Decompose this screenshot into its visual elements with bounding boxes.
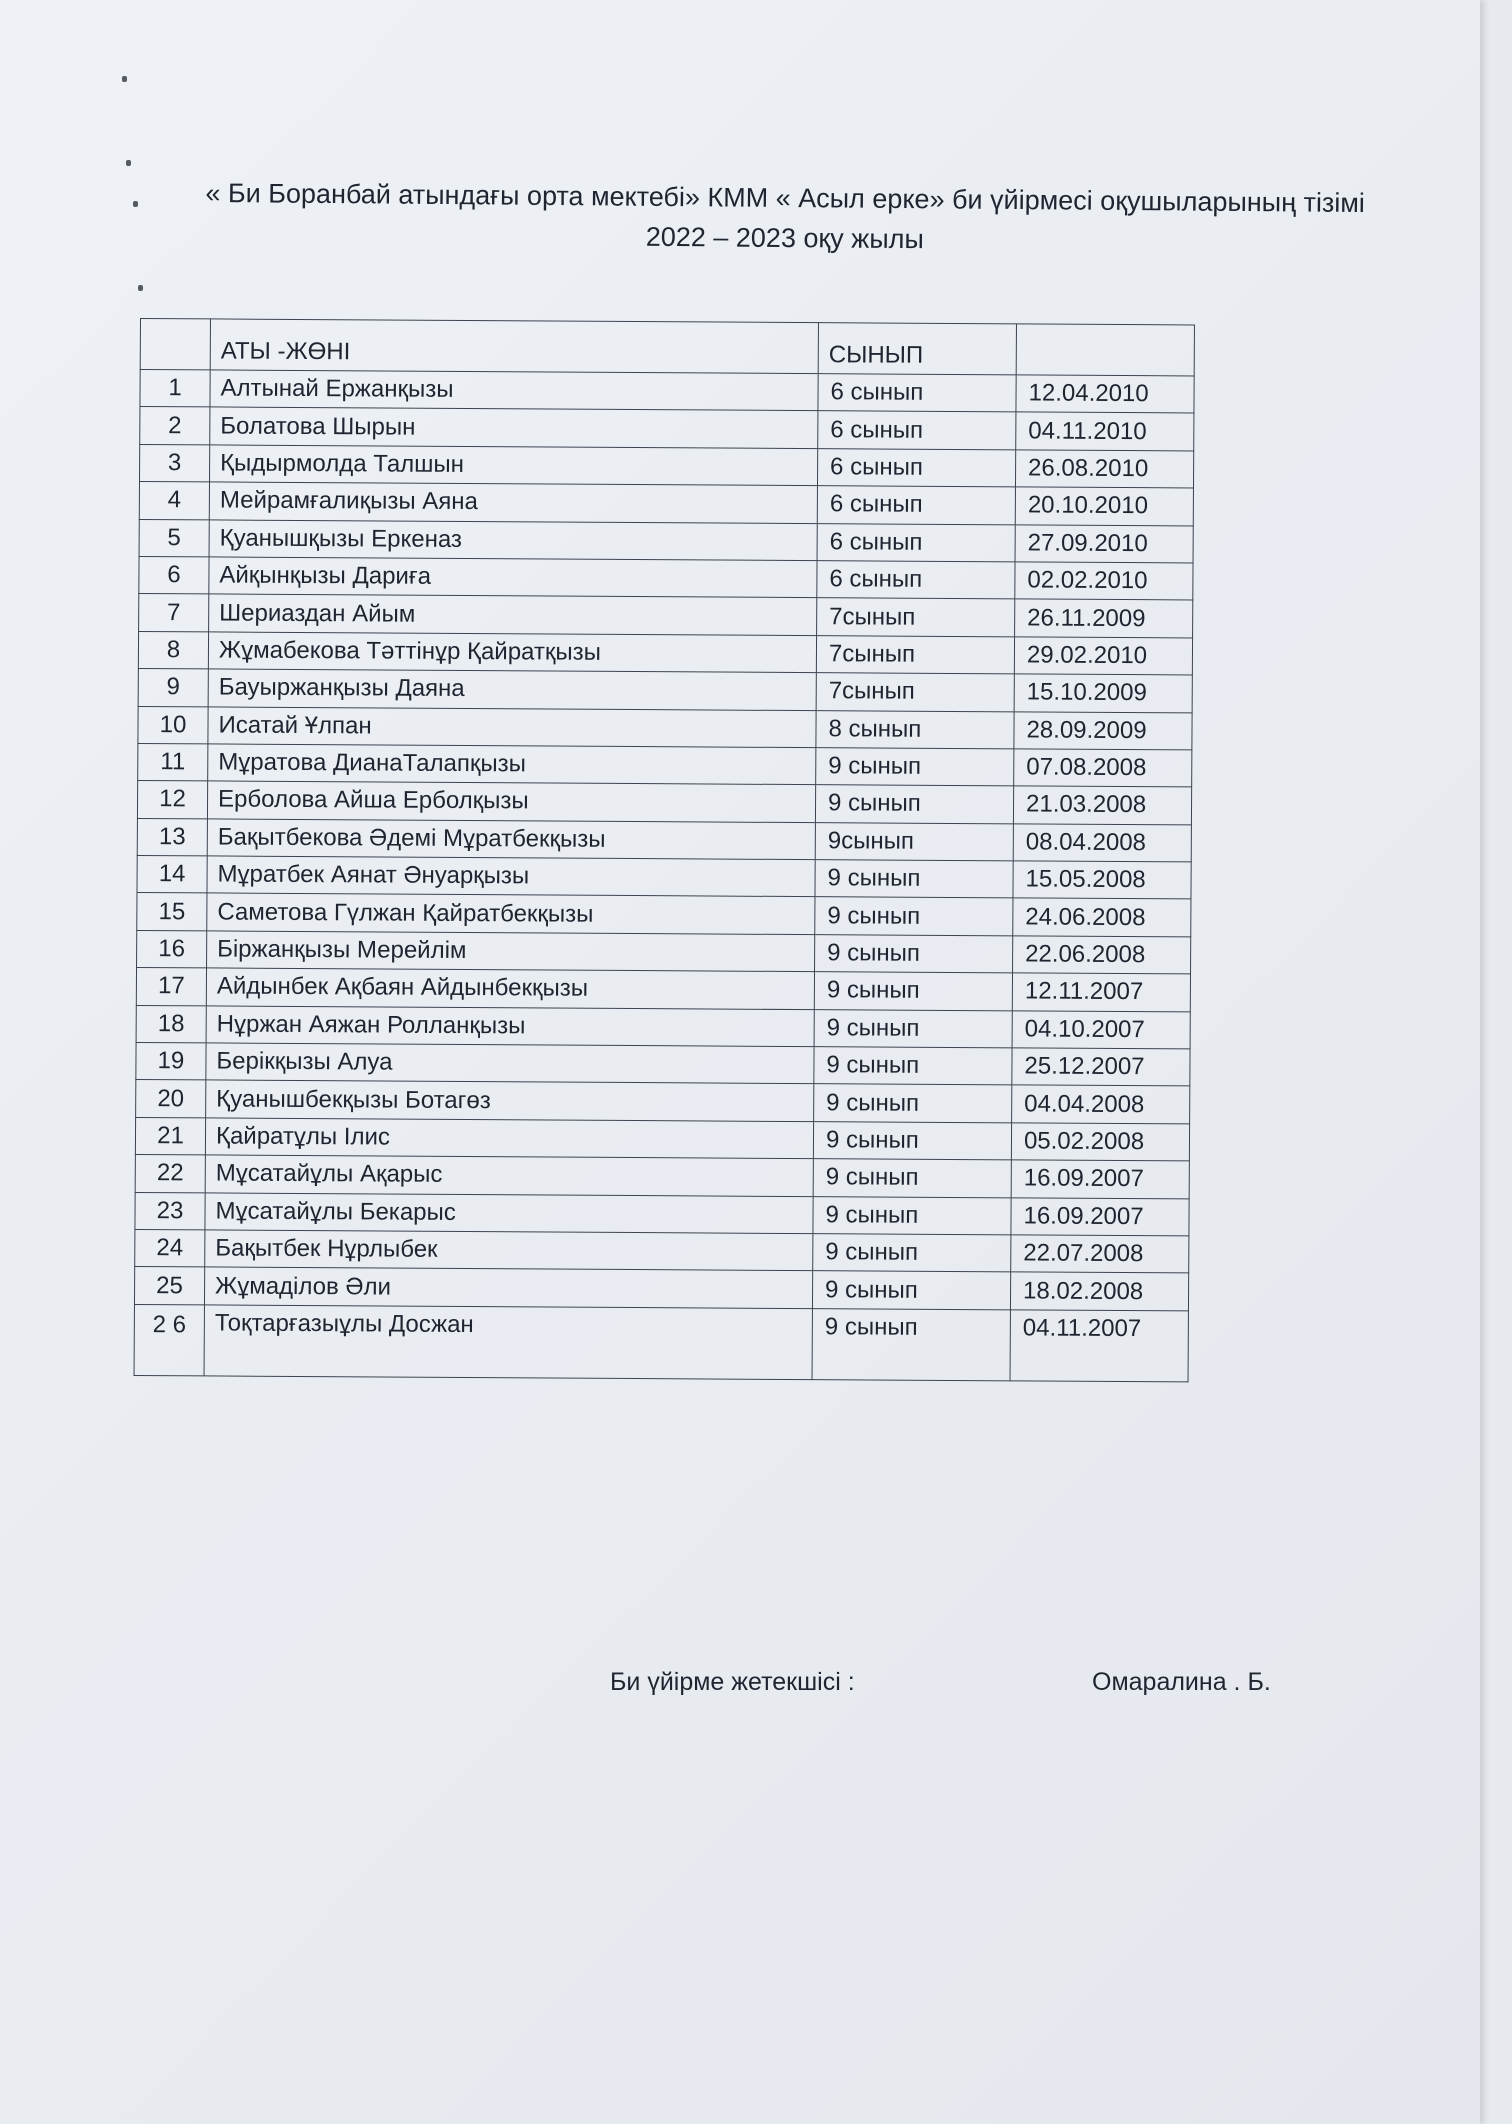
table-row: [135, 1155, 1189, 1199]
table-row: [136, 1080, 1190, 1124]
birth-date: 25.12.2007: [1012, 1048, 1190, 1086]
student-name: Мейрамғалиқызы Аяна: [209, 482, 817, 523]
birth-date: 24.06.2008: [1013, 898, 1191, 936]
student-name: Алтынай Ержанқызы: [210, 370, 818, 411]
birth-date: 12.11.2007: [1012, 973, 1190, 1011]
table-row: [139, 594, 1193, 638]
student-name: Берікқызы Алуа: [206, 1043, 814, 1084]
student-name: Жұмаділов Әли: [204, 1267, 812, 1308]
student-class: 9 сынып: [814, 972, 1012, 1011]
row-number: 11: [138, 743, 208, 781]
table-row: [135, 1117, 1189, 1161]
student-class: 9 сынып: [813, 1159, 1011, 1198]
birth-date: 26.08.2010: [1015, 450, 1193, 488]
student-class: 9 сынып: [814, 1084, 1012, 1123]
birth-date: 04.10.2007: [1012, 1010, 1190, 1048]
table-row: [137, 893, 1191, 937]
row-number: 7: [139, 594, 209, 632]
birth-date: 07.08.2008: [1014, 749, 1192, 787]
student-name: Мұратбек Аянат Әнуарқызы: [207, 856, 815, 897]
student-class: 6 сынып: [817, 448, 1015, 487]
table-row: [136, 1043, 1190, 1087]
birth-date: 28.09.2009: [1014, 711, 1192, 749]
table-header-row: [140, 319, 1194, 376]
birth-date: 27.09.2010: [1015, 524, 1193, 562]
row-number: 24: [135, 1229, 205, 1267]
table-row: [138, 743, 1192, 787]
student-class: 9 сынып: [812, 1271, 1010, 1310]
student-name: Болатова Шырын: [210, 407, 818, 448]
student-name: Қыдырмолда Талшын: [209, 445, 817, 486]
student-name: Мұсатайұлы Бекарыс: [205, 1193, 813, 1234]
row-number: 25: [134, 1267, 204, 1305]
birth-date: 15.05.2008: [1013, 861, 1191, 899]
student-name: Саметова Гүлжан Қайратбекқызы: [207, 893, 815, 934]
title-line-1: « Би Боранбай атындағы орта мектебі» КММ « Асыл ерке» би үйірмесі оқушыларының тізімі: [205, 177, 1366, 219]
table-row: [139, 519, 1193, 563]
student-name: Тоқтарғазыұлы Досжан: [204, 1305, 812, 1380]
row-number: 22: [135, 1155, 205, 1193]
row-number: 17: [136, 968, 206, 1006]
row-number: 2 6: [134, 1304, 204, 1375]
table-row: [139, 556, 1193, 600]
footer-role-label: Би үйірме жетекшісі :: [610, 1668, 855, 1696]
birth-date: 26.11.2009: [1015, 599, 1193, 637]
row-number: 5: [139, 519, 209, 557]
row-number: 1: [140, 370, 210, 408]
student-class: 6 сынып: [817, 561, 1015, 600]
birth-date: 12.04.2010: [1016, 375, 1194, 413]
birth-date: 15.10.2009: [1014, 674, 1192, 712]
punch-hole-mark: [133, 201, 138, 207]
table-row: [136, 968, 1190, 1012]
student-name: Айқынқызы Дариға: [209, 557, 817, 598]
student-class: 9 сынып: [813, 1196, 1011, 1235]
roster-body: [134, 370, 1194, 1382]
row-number: 20: [136, 1080, 206, 1118]
student-name: Ерболова Айша Ерболқызы: [207, 781, 815, 822]
row-number: 12: [137, 781, 207, 819]
table-row: [134, 1267, 1188, 1311]
birth-date: 21.03.2008: [1013, 786, 1191, 824]
table-row: [138, 631, 1192, 675]
table-row: [134, 1304, 1188, 1381]
student-class: 9 сынып: [814, 1047, 1012, 1086]
row-number: 3: [140, 444, 210, 482]
table-row: [140, 407, 1194, 451]
birth-date: 04.11.2010: [1016, 412, 1194, 450]
row-number: 14: [137, 856, 207, 894]
row-number: 2: [140, 407, 210, 445]
birth-date: 08.04.2008: [1013, 824, 1191, 862]
header-num: [140, 319, 210, 370]
student-name: Шериаздан Айым: [209, 594, 817, 635]
table-row: [138, 706, 1192, 750]
student-class: 9 сынып: [814, 1009, 1012, 1048]
table-row: [135, 1229, 1189, 1273]
birth-date: 04.11.2007: [1010, 1310, 1188, 1382]
table-row: [140, 444, 1194, 488]
row-number: 16: [137, 930, 207, 968]
row-number: 13: [137, 818, 207, 856]
student-name: Жұмабекова Тәттінұр Қайратқызы: [208, 632, 816, 673]
title-line-2: 2022 – 2023 оқу жылы: [645, 221, 924, 255]
row-number: 8: [138, 631, 208, 669]
student-class: 9сынып: [815, 822, 1013, 861]
student-class: 9 сынып: [815, 785, 1013, 824]
birth-date: 05.02.2008: [1011, 1123, 1189, 1161]
student-name: Қуанышбекқызы Ботагөз: [206, 1080, 814, 1121]
table-row: [140, 370, 1194, 414]
table-row: [137, 818, 1191, 862]
footer-signatory: Омаралина . Б.: [1092, 1668, 1271, 1696]
student-class: 7сынып: [817, 598, 1015, 637]
birth-date: 02.02.2010: [1015, 562, 1193, 600]
row-number: 6: [139, 556, 209, 594]
punch-hole-mark: [122, 76, 127, 82]
punch-hole-mark: [138, 285, 143, 291]
table-row: [136, 1005, 1190, 1049]
student-name: Айдынбек Ақбаян Айдынбекқызы: [206, 968, 814, 1009]
table-row: [137, 930, 1191, 974]
table-row: [138, 669, 1192, 713]
student-class: 6 сынып: [818, 411, 1016, 450]
row-number: 19: [136, 1043, 206, 1081]
birth-date: 16.09.2007: [1011, 1197, 1189, 1235]
birth-date: 22.06.2008: [1013, 936, 1191, 974]
student-class: 6 сынып: [817, 523, 1015, 562]
birth-date: 29.02.2010: [1014, 637, 1192, 675]
row-number: 9: [138, 669, 208, 707]
punch-hole-mark: [126, 160, 131, 166]
student-class: 6 сынып: [818, 374, 1016, 413]
row-number: 15: [137, 893, 207, 931]
row-number: 10: [138, 706, 208, 744]
student-class: 9 сынып: [815, 934, 1013, 973]
birth-date: 04.04.2008: [1012, 1085, 1190, 1123]
birth-date: 20.10.2010: [1015, 487, 1193, 525]
student-class: 7сынып: [816, 673, 1014, 712]
row-number: 4: [139, 482, 209, 520]
student-name: Қуанышқызы Еркеназ: [209, 519, 817, 560]
table-row: [135, 1192, 1189, 1236]
birth-date: 18.02.2008: [1010, 1272, 1188, 1310]
student-name: Бауыржанқызы Даяна: [208, 669, 816, 710]
student-name: Мұратова ДианаТалапқызы: [208, 744, 816, 785]
header-class: СЫНЫП: [818, 323, 1016, 375]
row-number: 23: [135, 1192, 205, 1230]
student-class: 9 сынып: [813, 1234, 1011, 1273]
student-class: 7сынып: [816, 635, 1014, 674]
student-name: Исатай Ұлпан: [208, 706, 816, 747]
student-name: Біржанқызы Мерейлім: [207, 931, 815, 972]
header-date: [1016, 324, 1194, 376]
row-number: 18: [136, 1005, 206, 1043]
student-class: 9 сынып: [812, 1308, 1010, 1380]
student-class: 9 сынып: [816, 748, 1014, 787]
student-class: 9 сынып: [813, 1121, 1011, 1160]
table-row: [137, 856, 1191, 900]
table-row: [137, 781, 1191, 825]
birth-date: 16.09.2007: [1011, 1160, 1189, 1198]
student-name: Мұсатайұлы Ақарыс: [205, 1155, 813, 1196]
student-roster-table: [134, 318, 1195, 1382]
student-class: 8 сынып: [816, 710, 1014, 749]
birth-date: 22.07.2008: [1011, 1235, 1189, 1273]
student-class: 9 сынып: [815, 860, 1013, 899]
student-class: 9 сынып: [815, 897, 1013, 936]
student-name: Бақытбек Нұрлыбек: [205, 1230, 813, 1271]
student-name: Бақытбекова Әдемі Мұратбекқызы: [207, 819, 815, 860]
document-title: [140, 172, 1431, 263]
header-name: АТЫ -ЖӨНІ: [210, 319, 818, 374]
table-row: [139, 482, 1193, 526]
row-number: 21: [135, 1117, 205, 1155]
student-name: Нұржан Аяжан Ролланқызы: [206, 1006, 814, 1047]
student-name: Қайратұлы Ілис: [205, 1118, 813, 1159]
student-class: 6 сынып: [817, 486, 1015, 525]
